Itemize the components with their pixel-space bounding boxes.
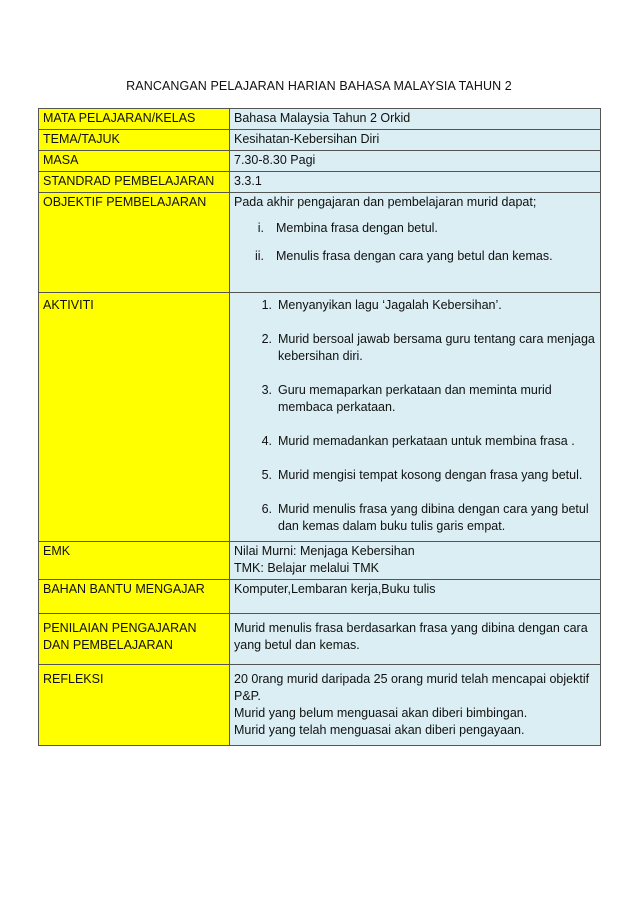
list-item-number: i. <box>257 221 264 235</box>
lesson-plan-table <box>38 108 601 746</box>
objective-intro: Pada akhir pengajaran dan pembelajaran murid dapat; <box>234 195 537 209</box>
objective-list <box>234 220 596 265</box>
reflection-cell <box>230 665 601 746</box>
list-item-number: 5. <box>261 468 272 482</box>
table-row <box>39 193 601 293</box>
table-row <box>39 614 601 665</box>
list-item-text: Murid menulis frasa yang dibina dengan cara yang betul dan kemas dalam buku tulis garis empat. <box>278 502 589 533</box>
emk-line: Nilai Murni: Menjaga Kebersihan <box>234 544 415 558</box>
emk-line: TMK: Belajar melalui TMK <box>234 561 379 575</box>
list-item-number: 3. <box>261 383 272 397</box>
list-item-number: ii. <box>254 249 264 263</box>
reflection-line: 20 0rang murid daripada 25 orang murid telah mencapai objektif P&P. <box>234 672 590 703</box>
row-value: Kesihatan-Kebersihan Diri <box>230 130 601 151</box>
row-value: Komputer,Lembaran kerja,Buku tulis <box>230 580 601 614</box>
table-row <box>39 665 601 746</box>
list-item <box>234 467 596 484</box>
list-item-number: 4. <box>261 434 272 448</box>
row-label: AKTIVITI <box>39 293 230 542</box>
reflection-line: Murid yang telah menguasai akan diberi pengayaan. <box>234 723 525 737</box>
list-item-text: Membina frasa dengan betul. <box>276 221 438 235</box>
row-label: STANDRAD PEMBELAJARAN <box>39 172 230 193</box>
list-item <box>234 382 596 416</box>
page-title: RANCANGAN PELAJARAN HARIAN BAHASA MALAYSIA TAHUN 2 <box>126 79 512 93</box>
list-item-text: Guru memaparkan perkataan dan meminta murid membaca perkataan. <box>278 383 552 414</box>
table-row <box>39 130 601 151</box>
list-item <box>234 501 596 535</box>
row-label: TEMA/TAJUK <box>39 130 230 151</box>
reflection-line: Murid yang belum menguasai akan diberi bimbingan. <box>234 706 528 720</box>
row-label: EMK <box>39 542 230 580</box>
list-item-number: 1. <box>261 298 272 312</box>
list-item <box>234 433 596 450</box>
list-item <box>234 297 596 314</box>
list-item-number: 2. <box>261 332 272 346</box>
list-item-text: Murid bersoal jawab bersama guru tentang cara menjaga kebersihan diri. <box>278 332 595 363</box>
list-item-text: Menulis frasa dengan cara yang betul dan kemas. <box>276 249 553 263</box>
row-value: Bahasa Malaysia Tahun 2 Orkid <box>230 109 601 130</box>
table-row <box>39 172 601 193</box>
list-item <box>234 220 596 237</box>
assessment-label-cell <box>39 614 230 665</box>
row-value: 7.30-8.30 Pagi <box>230 151 601 172</box>
row-label: REFLEKSI <box>39 665 230 746</box>
row-label: BAHAN BANTU MENGAJAR <box>39 580 230 614</box>
list-item-text: Murid mengisi tempat kosong dengan frasa yang betul. <box>278 468 583 482</box>
row-label: MATA PELAJARAN/KELAS <box>39 109 230 130</box>
table-row <box>39 542 601 580</box>
row-label: MASA <box>39 151 230 172</box>
row-label: OBJEKTIF PEMBELAJARAN <box>39 193 230 293</box>
activity-list <box>234 297 596 535</box>
row-value: 3.3.1 <box>230 172 601 193</box>
emk-cell <box>230 542 601 580</box>
row-value: Murid menulis frasa berdasarkan frasa yang dibina dengan cara yang betul dan kemas. <box>230 614 601 665</box>
activity-cell <box>230 293 601 542</box>
table-row <box>39 293 601 542</box>
list-item <box>234 248 596 265</box>
list-item <box>234 331 596 365</box>
table-row <box>39 109 601 130</box>
objective-cell <box>230 193 601 293</box>
list-item-text: Murid memadankan perkataan untuk membina frasa . <box>278 434 575 448</box>
row-label: DAN PEMBELAJARAN <box>43 638 173 652</box>
table-row <box>39 580 601 614</box>
table-row <box>39 151 601 172</box>
list-item-number: 6. <box>261 502 272 516</box>
row-label: PENILAIAN PENGAJARAN <box>43 621 197 635</box>
list-item-text: Menyanyikan lagu ‘Jagalah Kebersihan’. <box>278 298 502 312</box>
